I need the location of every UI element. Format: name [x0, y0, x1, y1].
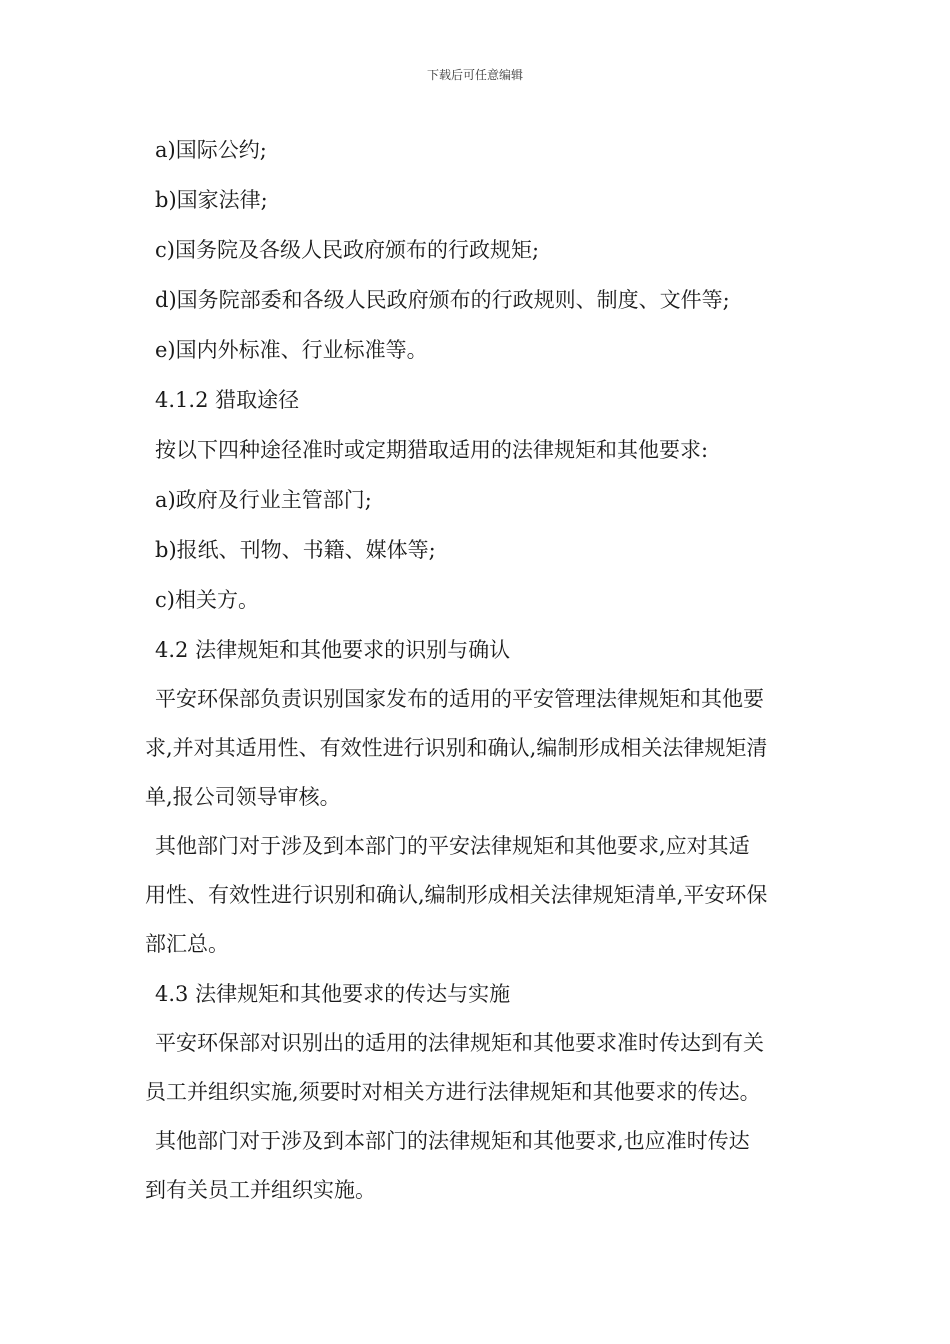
paragraph-line: 其他部门对于涉及到本部门的平安法律规矩和其他要求,应对其适 [155, 834, 750, 858]
list-item: c)相关方。 [155, 588, 259, 612]
paragraph [145, 1117, 810, 1215]
paragraph-line: 其他部门对于涉及到本部门的法律规矩和其他要求,也应准时传达 [155, 1129, 750, 1153]
paragraph-line: 按以下四种途径准时或定期猎取适用的法律规矩和其他要求: [155, 438, 709, 462]
list-item: b)国家法律; [155, 188, 268, 212]
paragraph-line: 求,并对其适用性、有效性进行识别和确认,编制形成相关法律规矩清 [145, 736, 768, 760]
document-body [145, 125, 810, 1215]
section-heading: 4.2 法律规矩和其他要求的识别与确认 [155, 638, 511, 662]
paragraph-line: 平安环保部对识别出的适用的法律规矩和其他要求准时传达到有关 [155, 1031, 764, 1055]
list-item: c)国务院及各级人民政府颁布的行政规矩; [155, 238, 540, 262]
list-item: b)报纸、刊物、书籍、媒体等; [155, 538, 436, 562]
paragraph [145, 675, 810, 822]
list-item: d)国务院部委和各级人民政府颁布的行政规则、制度、文件等; [155, 288, 730, 312]
paragraph-line: 员工并组织实施,须要时对相关方进行法律规矩和其他要求的传达。 [145, 1080, 761, 1104]
paragraph-line: 用性、有效性进行识别和确认,编制形成相关法律规矩清单,平安环保 [145, 883, 768, 907]
paragraph-line: 部汇总。 [145, 932, 229, 956]
page-header: 下载后可任意编辑 [426, 68, 523, 82]
list-item: a)政府及行业主管部门; [155, 488, 372, 512]
paragraph [145, 822, 810, 969]
paragraph [145, 1019, 810, 1117]
section-heading: 4.1.2 猎取途径 [155, 388, 300, 412]
list-item: a)国际公约; [155, 138, 267, 162]
list-item: e)国内外标准、行业标准等。 [155, 338, 428, 362]
paragraph-line: 到有关员工并组织实施。 [145, 1178, 376, 1202]
paragraph-line: 单,报公司领导审核。 [145, 785, 341, 809]
section-heading: 4.3 法律规矩和其他要求的传达与实施 [155, 982, 511, 1006]
paragraph-line: 平安环保部负责识别国家发布的适用的平安管理法律规矩和其他要 [155, 687, 764, 711]
